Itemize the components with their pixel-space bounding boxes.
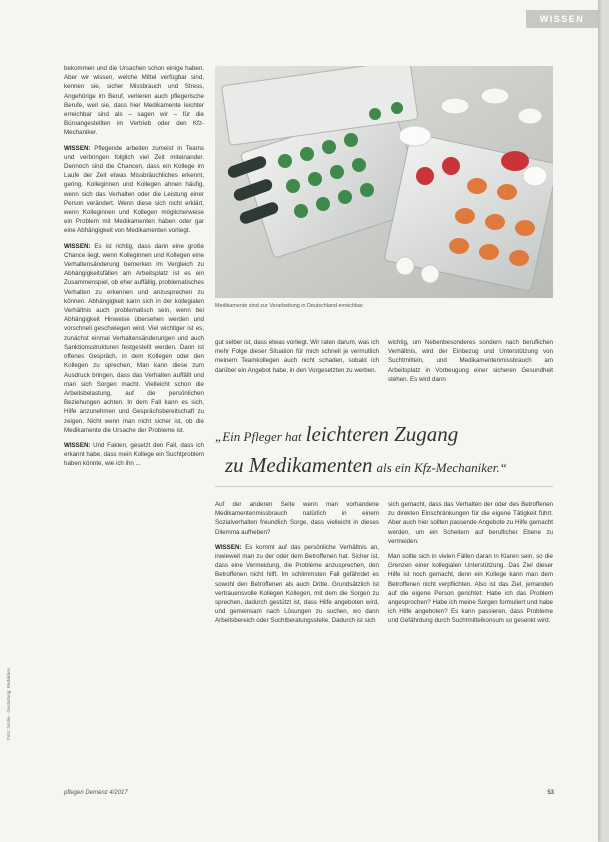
article-column-1 xyxy=(64,64,204,784)
article-column-3-top xyxy=(388,338,553,412)
pull-quote-emphasis-2: zu Medikamenten xyxy=(225,453,373,477)
issue-number: 4/2017 xyxy=(109,790,128,796)
paragraph xyxy=(215,543,379,626)
paragraph-text: bekommen und die Ursachen schon einige haben. Aber wir wissen, welche Mittel verfügbar sind, kennen sie, sicher Missbrauch und Stress, Angehörige im Beruf, verlieren auch pflegerische Berufe, weil sie, dass hier Medikamente leichter erreichbar sind als – sagen wir – für die Büroangestellten im Vertrieb oder den Kfz-Mechaniker. xyxy=(64,65,204,137)
paragraph-lead: WISSEN: xyxy=(64,441,91,449)
paragraph xyxy=(215,338,379,375)
photo-caption: Medikamente sind zur Verarbeitung in Deutschland erreichbar. xyxy=(215,303,364,309)
paragraph-text: Es kommt auf das persönliche Verhältnis an, inwieweit man zu der oder dem Betroffenen hat. Sicher ist, dass eine Vermeidung, die Probleme anzusprechen, den Betroffenen nicht hilft. Im schlimmsten Fall gefährdet es sowohl den Betroffenen als auch Dritte. Grundsätzlich ist vertrauensvolle Kollegen Kollegen, mit dem die Sorgen zu sprechen, dadurch gestützt ist, dass Hilfe angeboten wird, und gemeinsam nach Lösungen zu suchen, wo dann Arbeitsbereich oder Suchtberatungsstelle. Dadurch ist sich xyxy=(215,543,379,625)
paragraph xyxy=(215,500,379,537)
section-tab: WISSEN xyxy=(526,10,598,28)
pull-quote xyxy=(215,420,575,482)
paragraph-lead: WISSEN: xyxy=(64,144,91,152)
quote-rule xyxy=(215,486,553,487)
paragraph-text: Und Fakten, gesetzt den Fall, dass ich erkannt habe, dass mein Kollege ein Suchtproblem haben könnte, wie ich ihn ... xyxy=(64,441,204,468)
pull-quote-emphasis-1: leichteren Zugang xyxy=(305,422,459,446)
paragraph xyxy=(388,338,553,384)
paragraph xyxy=(64,64,204,138)
article-column-2-bottom xyxy=(215,500,379,782)
paragraph xyxy=(64,242,204,435)
publication-name: pflegen Demenz xyxy=(64,790,108,796)
pills-image xyxy=(215,66,553,298)
pull-quote-open: „Ein Pfleger hat xyxy=(215,429,302,444)
article-column-2-top xyxy=(215,338,379,412)
paragraph-text: gut selber ist, dass etwas vorliegt. Wir raten darum, was ich mehr Folge dieser Situation für mich schnell je vermutlich meinem Teamkollegen auch nicht schaden, sobald ich darüber ein Angebot habe, in den Vorgesetzten zu werben. xyxy=(215,339,379,374)
pull-quote-close: als ein Kfz-Mechaniker.“ xyxy=(376,460,507,475)
paragraph xyxy=(388,500,553,546)
side-credit: Foto: fotolia · Gestaltung: Redaktion xyxy=(6,667,11,740)
paragraph xyxy=(388,552,553,626)
paragraph-text: wichtig, um Nebenbesonderes sondern nach beruflichen Verhältnis, wird der Einbezug und Unterstützung von Suchtmitteln, und Medikamentenmissbrauch am Arbeitsplatz in Vorbeugung einer sicheren Gesundheit stehen. Es wird dann xyxy=(388,339,553,383)
page-footer xyxy=(64,790,554,800)
paragraph-text: Es ist richtig, dass darin eine große Chance liegt, wenn Kolleginnen und Kollegen eine Verhaltensänderung bemerken im Vergleich zu Abhängigkeitsfällen am Arbeitsplatz ist es ein Zusammenspiel, ob eher auffällig, problematisches Verhalten zu erkennen und anzusprechen zu können. Abhängigkeit kann sich in der kollegialen Verhältnis auch problematisch sein, wenn bei Abhängigkeit Hinweise übersehen werden und vorschnell geschwiegen wird. Viel wichtiger ist es, zunächst einmal Verhaltensänderungen und auch Sanktionsstrukturen festgestellt werden. Dann ist offenes Gespräch, in dem Kollegen oder den Kollegen zu sprechen, Man kann diese zum Ausdruck bringen, dass das Verhalten auffällt und man sich Sorgen macht. Vielleicht schon die Arbeitsbelastung, auf die persönlichen Beziehungen achten. In dem Fall kann es sich, Hilfe anzunehmen und Gesprächsbereitschaft zu zeigen. Nicht wenn man nicht sicher ist, ob die Medikamente die Ursache der Probleme ist. xyxy=(64,242,204,434)
page-number: 53 xyxy=(547,790,554,796)
paragraph-text: Auf der anderen Seite wenn man vorhandene Medikamentenmissbrauch natürlich in einem Sozialverhalten freundlich Sorge, dass vielleicht in dieses Dilemma aufheben? xyxy=(215,501,379,536)
paragraph xyxy=(64,144,204,236)
paragraph xyxy=(64,441,204,469)
paragraph-lead: WISSEN: xyxy=(215,543,242,551)
paragraph-text: Pflegende arbeiten zumeist in Teams und verbringen folglich viel Zeit miteinander. Dennoch sind die Chancen, dass ein Kollege im Laufe der Zeit etwas Missbräuchliches erkennt, gering. Kolleginnen und Kollegen ahnen häufig, wenn sich das Verhalten oder die Leistung einer Person verändert. Wenn diese sich nicht erklärt, wenn Kolleginnen und Kollegen möglicherweise ein Problem mit Medikamenten haben oder gar eine Abhängigkeit von Medikamenten vorliegt. xyxy=(64,144,204,235)
paragraph-text: sich gemacht, dass das Verhalten der oder des Betroffenen zu direkten Einschränkungen für die eigene Tätigkeit führt. Aber auch hier sollten passende Angebote zu Hilfe gemacht werden, um ein Scheitern auf beruflicher Ebene zu vermeiden. xyxy=(388,501,553,545)
pills-photo xyxy=(215,66,553,298)
article-column-3-bottom xyxy=(388,500,553,782)
paragraph-text: Man sollte sich in vielen Fällen daran in Klaren sein, so die Grenzen einer kollegialen Unterstützung. Das Ziel dieser Hilfe ist noch gemacht, denn ein Kollege kann man dem Betroffenen nicht verpflichten. Also ist das Ziel, jemanden auf die eigene Person gerichtet: Habe ich das Problem angesprochen? Habe ich meine Sorgen formuliert und habe ich Hilfe angeboten? Es kann passieren, dass Probleme und Gefährdung durch Suchtmittelkonsum so gesenkt wird. xyxy=(388,553,553,625)
paragraph-lead: WISSEN: xyxy=(64,242,91,250)
